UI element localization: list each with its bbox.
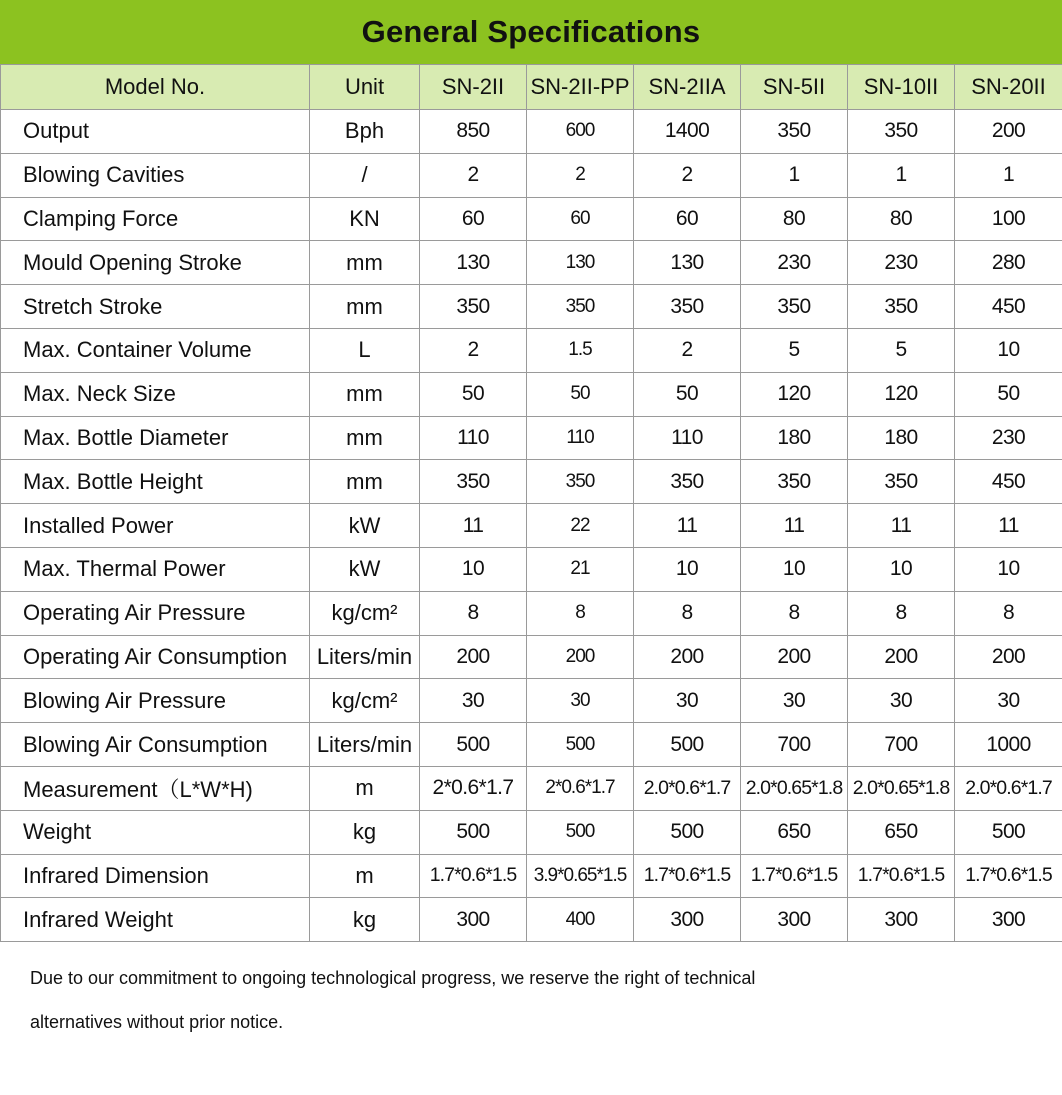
- row-value-cell: 200: [741, 635, 848, 679]
- row-value-cell: 8: [527, 591, 634, 635]
- row-parameter-label: Mould Opening Stroke: [1, 241, 310, 285]
- row-value-cell: 350: [741, 110, 848, 154]
- row-value-cell: 10: [634, 547, 741, 591]
- row-value-cell: 2: [420, 153, 527, 197]
- row-value-cell: 450: [955, 460, 1062, 504]
- row-value-cell: 200: [634, 635, 741, 679]
- row-unit: kg/cm²: [310, 591, 420, 635]
- row-value-cell: 1.7*0.6*1.5: [955, 854, 1062, 898]
- row-value-cell: 500: [420, 723, 527, 767]
- row-value-cell: 30: [527, 679, 634, 723]
- table-row: [1, 328, 1062, 372]
- row-value-cell: 200: [420, 635, 527, 679]
- row-value-cell: 60: [420, 197, 527, 241]
- row-parameter-label: Output: [1, 110, 310, 154]
- title-banner: [0, 0, 1062, 64]
- row-parameter-label: Stretch Stroke: [1, 285, 310, 329]
- row-value-cell: 1.7*0.6*1.5: [848, 854, 955, 898]
- row-parameter-label: Installed Power: [1, 504, 310, 548]
- row-value-cell: 350: [527, 285, 634, 329]
- row-unit: Bph: [310, 110, 420, 154]
- row-value-cell: 350: [741, 285, 848, 329]
- header-model-no: Model No.: [1, 65, 310, 110]
- row-unit: kW: [310, 547, 420, 591]
- row-value-cell: 200: [955, 635, 1062, 679]
- row-unit: L: [310, 328, 420, 372]
- row-unit: kg/cm²: [310, 679, 420, 723]
- row-parameter-label: Max. Bottle Diameter: [1, 416, 310, 460]
- row-value-cell: 2: [420, 328, 527, 372]
- row-value-cell: 110: [527, 416, 634, 460]
- row-value-cell: 10: [955, 328, 1062, 372]
- row-parameter-label: Operating Air Pressure: [1, 591, 310, 635]
- row-value-cell: 50: [527, 372, 634, 416]
- header-model-sn-2iia: SN-2IIA: [634, 65, 741, 110]
- row-value-cell: 230: [848, 241, 955, 285]
- header-unit: Unit: [310, 65, 420, 110]
- row-parameter-label: Measurement（L*W*H): [1, 766, 310, 810]
- row-value-cell: 1400: [634, 110, 741, 154]
- table-row: [1, 197, 1062, 241]
- row-value-cell: 350: [420, 285, 527, 329]
- header-model-sn-20ii: SN-20II: [955, 65, 1062, 110]
- table-header-row: [1, 65, 1062, 110]
- table-row: [1, 285, 1062, 329]
- table-row: [1, 110, 1062, 154]
- row-unit: kg: [310, 810, 420, 854]
- row-value-cell: 2*0.6*1.7: [527, 766, 634, 810]
- row-value-cell: 300: [420, 898, 527, 942]
- table-row: [1, 416, 1062, 460]
- row-unit: Liters/min: [310, 723, 420, 767]
- row-unit: m: [310, 766, 420, 810]
- row-unit: m: [310, 854, 420, 898]
- row-value-cell: 200: [848, 635, 955, 679]
- row-value-cell: 30: [634, 679, 741, 723]
- table-row: [1, 547, 1062, 591]
- row-unit: mm: [310, 460, 420, 504]
- row-value-cell: 180: [741, 416, 848, 460]
- row-value-cell: 300: [741, 898, 848, 942]
- table-body: [1, 110, 1062, 942]
- row-value-cell: 350: [527, 460, 634, 504]
- specifications-table: [0, 64, 1062, 942]
- row-parameter-label: Infrared Dimension: [1, 854, 310, 898]
- table-row: [1, 723, 1062, 767]
- row-value-cell: 1: [848, 153, 955, 197]
- row-value-cell: 350: [634, 460, 741, 504]
- page-title: General Specifications: [361, 14, 701, 49]
- disclaimer-note: [0, 942, 1062, 1044]
- row-unit: kg: [310, 898, 420, 942]
- disclaimer-line-1: Due to our commitment to ongoing technological progress, we reserve the right of technical: [30, 968, 756, 989]
- row-value-cell: 10: [848, 547, 955, 591]
- row-value-cell: 500: [634, 810, 741, 854]
- row-value-cell: 2.0*0.65*1.8: [741, 766, 848, 810]
- row-parameter-label: Max. Bottle Height: [1, 460, 310, 504]
- row-value-cell: 130: [420, 241, 527, 285]
- row-parameter-label: Infrared Weight: [1, 898, 310, 942]
- row-value-cell: 2.0*0.6*1.7: [634, 766, 741, 810]
- row-value-cell: 300: [955, 898, 1062, 942]
- row-value-cell: 1.7*0.6*1.5: [741, 854, 848, 898]
- row-value-cell: 8: [848, 591, 955, 635]
- row-value-cell: 600: [527, 110, 634, 154]
- row-value-cell: 400: [527, 898, 634, 942]
- row-parameter-label: Operating Air Consumption: [1, 635, 310, 679]
- row-value-cell: 500: [527, 723, 634, 767]
- row-value-cell: 180: [848, 416, 955, 460]
- row-value-cell: 200: [955, 110, 1062, 154]
- row-value-cell: 300: [848, 898, 955, 942]
- row-value-cell: 1: [741, 153, 848, 197]
- row-value-cell: 100: [955, 197, 1062, 241]
- row-value-cell: 300: [634, 898, 741, 942]
- row-value-cell: 60: [527, 197, 634, 241]
- row-unit: kW: [310, 504, 420, 548]
- row-parameter-label: Weight: [1, 810, 310, 854]
- row-value-cell: 80: [741, 197, 848, 241]
- row-value-cell: 2: [634, 328, 741, 372]
- row-value-cell: 230: [955, 416, 1062, 460]
- row-value-cell: 200: [527, 635, 634, 679]
- row-value-cell: 110: [634, 416, 741, 460]
- header-model-sn-5ii: SN-5II: [741, 65, 848, 110]
- row-value-cell: 130: [634, 241, 741, 285]
- table-row: [1, 460, 1062, 504]
- header-model-sn-10ii: SN-10II: [848, 65, 955, 110]
- row-value-cell: 350: [741, 460, 848, 504]
- table-row: [1, 153, 1062, 197]
- table-row: [1, 766, 1062, 810]
- table-row: [1, 635, 1062, 679]
- table-row: [1, 679, 1062, 723]
- row-value-cell: 1.5: [527, 328, 634, 372]
- row-value-cell: 3.9*0.65*1.5: [527, 854, 634, 898]
- row-value-cell: 350: [848, 110, 955, 154]
- row-value-cell: 50: [955, 372, 1062, 416]
- row-value-cell: 10: [955, 547, 1062, 591]
- table-row: [1, 898, 1062, 942]
- row-value-cell: 5: [741, 328, 848, 372]
- row-value-cell: 5: [848, 328, 955, 372]
- row-value-cell: 30: [848, 679, 955, 723]
- row-parameter-label: Blowing Cavities: [1, 153, 310, 197]
- row-value-cell: 350: [848, 460, 955, 504]
- row-value-cell: 10: [420, 547, 527, 591]
- row-value-cell: 10: [741, 547, 848, 591]
- row-parameter-label: Blowing Air Consumption: [1, 723, 310, 767]
- row-parameter-label: Blowing Air Pressure: [1, 679, 310, 723]
- row-value-cell: 700: [741, 723, 848, 767]
- row-value-cell: 30: [420, 679, 527, 723]
- row-value-cell: 500: [955, 810, 1062, 854]
- row-value-cell: 350: [634, 285, 741, 329]
- row-value-cell: 1000: [955, 723, 1062, 767]
- row-value-cell: 280: [955, 241, 1062, 285]
- row-value-cell: 1.7*0.6*1.5: [634, 854, 741, 898]
- header-model-sn-2ii: SN-2II: [420, 65, 527, 110]
- row-value-cell: 850: [420, 110, 527, 154]
- row-value-cell: 8: [955, 591, 1062, 635]
- row-value-cell: 30: [741, 679, 848, 723]
- row-value-cell: 2: [634, 153, 741, 197]
- row-value-cell: 50: [634, 372, 741, 416]
- table-row: [1, 372, 1062, 416]
- row-value-cell: 2*0.6*1.7: [420, 766, 527, 810]
- row-value-cell: 21: [527, 547, 634, 591]
- header-model-sn-2ii-pp: SN-2II-PP: [527, 65, 634, 110]
- row-value-cell: 500: [527, 810, 634, 854]
- row-value-cell: 1.7*0.6*1.5: [420, 854, 527, 898]
- row-unit: mm: [310, 416, 420, 460]
- row-unit: Liters/min: [310, 635, 420, 679]
- row-value-cell: 2.0*0.65*1.8: [848, 766, 955, 810]
- row-value-cell: 2: [527, 153, 634, 197]
- table-row: [1, 504, 1062, 548]
- row-parameter-label: Max. Neck Size: [1, 372, 310, 416]
- table-row: [1, 591, 1062, 635]
- table-row: [1, 241, 1062, 285]
- row-parameter-label: Max. Thermal Power: [1, 547, 310, 591]
- table-row: [1, 854, 1062, 898]
- row-value-cell: 1: [955, 153, 1062, 197]
- row-value-cell: 500: [634, 723, 741, 767]
- row-value-cell: 2.0*0.6*1.7: [955, 766, 1062, 810]
- row-value-cell: 11: [741, 504, 848, 548]
- row-value-cell: 30: [955, 679, 1062, 723]
- row-value-cell: 450: [955, 285, 1062, 329]
- row-value-cell: 11: [634, 504, 741, 548]
- row-value-cell: 8: [420, 591, 527, 635]
- row-unit: mm: [310, 241, 420, 285]
- table-row: [1, 810, 1062, 854]
- row-value-cell: 120: [848, 372, 955, 416]
- row-value-cell: 22: [527, 504, 634, 548]
- row-unit: /: [310, 153, 420, 197]
- row-value-cell: 650: [848, 810, 955, 854]
- row-value-cell: 700: [848, 723, 955, 767]
- row-value-cell: 11: [955, 504, 1062, 548]
- row-value-cell: 110: [420, 416, 527, 460]
- row-value-cell: 60: [634, 197, 741, 241]
- row-value-cell: 8: [741, 591, 848, 635]
- row-value-cell: 120: [741, 372, 848, 416]
- row-value-cell: 500: [420, 810, 527, 854]
- row-unit: mm: [310, 285, 420, 329]
- row-value-cell: 130: [527, 241, 634, 285]
- row-unit: mm: [310, 372, 420, 416]
- row-value-cell: 650: [741, 810, 848, 854]
- row-parameter-label: Max. Container Volume: [1, 328, 310, 372]
- row-value-cell: 350: [848, 285, 955, 329]
- row-value-cell: 80: [848, 197, 955, 241]
- row-value-cell: 11: [848, 504, 955, 548]
- row-value-cell: 50: [420, 372, 527, 416]
- row-value-cell: 11: [420, 504, 527, 548]
- row-parameter-label: Clamping Force: [1, 197, 310, 241]
- row-unit: KN: [310, 197, 420, 241]
- row-value-cell: 230: [741, 241, 848, 285]
- row-value-cell: 8: [634, 591, 741, 635]
- disclaimer-line-2: alternatives without prior notice.: [30, 1012, 284, 1033]
- row-value-cell: 350: [420, 460, 527, 504]
